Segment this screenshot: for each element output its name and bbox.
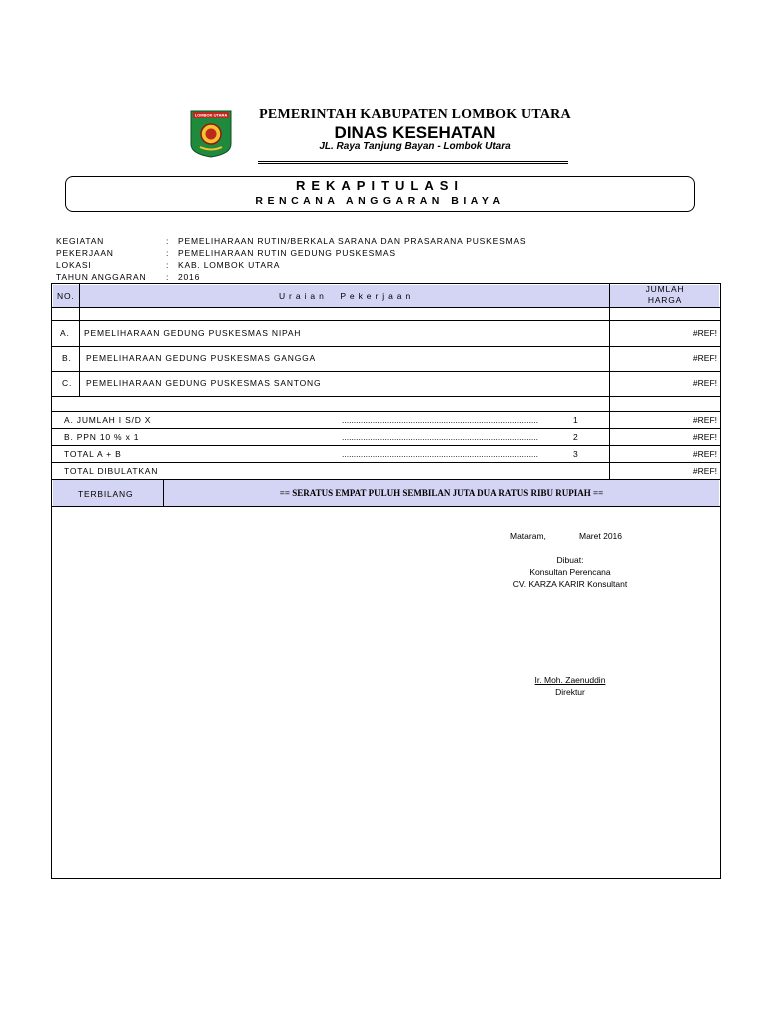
info-label: LOKASI <box>56 260 92 270</box>
info-value: KAB. LOMBOK UTARA <box>178 260 281 270</box>
document-subtitle: RENCANA ANGGARAN BIAYA <box>255 195 505 207</box>
government-name: PEMERINTAH KABUPATEN LOMBOK UTARA <box>259 107 571 122</box>
total-number: 2 <box>573 432 579 442</box>
col-header-harga: HARGA <box>647 295 683 305</box>
sign-company: CV. KARZA KARIR Konsultant <box>512 579 628 589</box>
row-divider <box>51 411 721 412</box>
row-divider <box>51 346 721 347</box>
logo-label: LOMBOK UTARA <box>194 112 228 118</box>
sign-role: Konsultan Perencana <box>529 567 611 577</box>
item-desc: PEMELIHARAAN GEDUNG PUSKESMAS SANTONG <box>86 378 322 388</box>
col-header-jumlah: JUMLAH <box>645 284 685 294</box>
document-title: REKAPITULASI <box>295 178 465 193</box>
info-colon: : <box>166 236 170 246</box>
sign-place: Mataram, <box>510 531 546 541</box>
row-divider <box>51 396 721 397</box>
info-label: PEKERJAAN <box>56 248 114 258</box>
item-desc: PEMELIHARAAN GEDUNG PUSKESMAS GANGGA <box>86 353 317 363</box>
info-colon: : <box>166 272 170 282</box>
terbilang-label: TERBILANG <box>78 489 134 499</box>
info-colon: : <box>166 248 170 258</box>
total-value: #REF! <box>692 466 717 476</box>
col-header-no: NO. <box>57 291 75 301</box>
total-label: B. PPN 10 % x 1 <box>64 432 140 442</box>
item-desc: PEMELIHARAAN GEDUNG PUSKESMAS NIPAH <box>84 328 302 338</box>
info-value: PEMELIHARAAN RUTIN GEDUNG PUSKESMAS <box>178 248 396 258</box>
sign-date: Maret 2016 <box>579 531 622 541</box>
total-label: A. JUMLAH I S/D X <box>64 415 152 425</box>
row-divider <box>51 506 721 507</box>
regency-logo <box>190 110 232 158</box>
total-dots: ................................................................................... <box>342 415 539 425</box>
col-header-uraian: U r a i a n P e k e r j a a n <box>278 291 412 301</box>
terbilang-value: == SERATUS EMPAT PULUH SEMBILAN JUTA DUA RATUS RIBU RUPIAH == <box>279 488 604 498</box>
row-divider <box>51 307 721 308</box>
total-dots: ................................................................................... <box>342 432 539 442</box>
col-divider <box>79 284 80 396</box>
sign-name: Ir. Moh. Zaenuddin <box>534 675 606 685</box>
info-label: TAHUN ANGGARAN <box>56 272 147 282</box>
total-value: #REF! <box>692 432 717 442</box>
sign-made-by: Dibuat: <box>556 555 584 565</box>
item-value: #REF! <box>692 328 717 338</box>
sign-title: Direktur <box>555 687 585 697</box>
row-divider <box>51 428 721 429</box>
item-no: A. <box>60 328 70 338</box>
total-value: #REF! <box>692 449 717 459</box>
total-value: #REF! <box>692 415 717 425</box>
info-value: PEMELIHARAAN RUTIN/BERKALA SARANA DAN PRASARANA PUSKESMAS <box>178 236 527 246</box>
col-divider <box>609 284 610 479</box>
department-name: DINAS KESEHATAN <box>334 123 496 142</box>
row-divider <box>51 462 721 463</box>
total-label: TOTAL A + B <box>64 449 122 459</box>
total-dots: ................................................................................... <box>342 449 539 459</box>
item-value: #REF! <box>692 353 717 363</box>
department-address: JL. Raya Tanjung Bayan - Lombok Utara <box>319 141 511 152</box>
info-colon: : <box>166 260 170 270</box>
row-divider <box>51 320 721 321</box>
row-divider <box>51 445 721 446</box>
row-divider <box>51 371 721 372</box>
col-divider <box>163 480 164 506</box>
total-number: 3 <box>573 449 579 459</box>
info-label: KEGIATAN <box>56 236 105 246</box>
header-divider <box>258 161 568 164</box>
item-value: #REF! <box>692 378 717 388</box>
item-no: C. <box>62 378 73 388</box>
item-no: B. <box>62 353 72 363</box>
info-value: 2016 <box>178 272 201 282</box>
total-number: 1 <box>573 415 579 425</box>
total-label: TOTAL DIBULATKAN <box>64 466 159 476</box>
